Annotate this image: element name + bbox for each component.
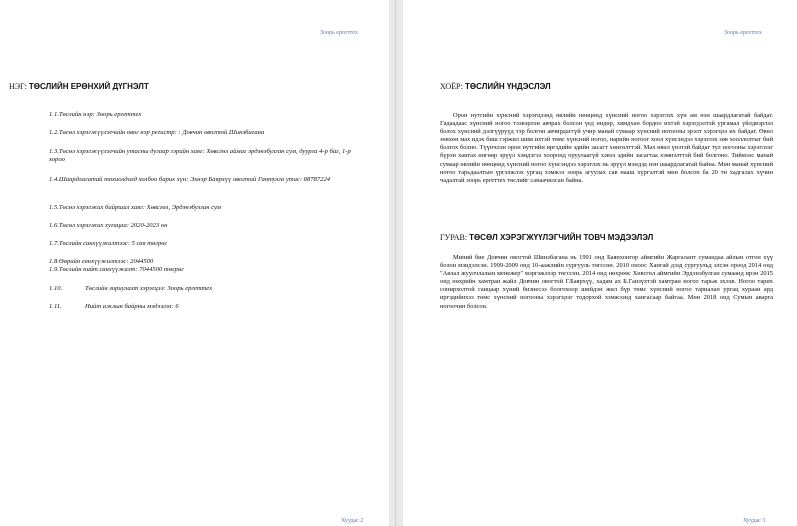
item-text: Өөрийн санхүүжилтээс: 2044500 <box>58 258 154 265</box>
document-page-2 <box>0 0 389 526</box>
item-number: 1.6. <box>49 222 59 229</box>
page-footer: Хуудас 3 <box>743 518 766 524</box>
item-number: 1.5. <box>49 204 59 211</box>
item-number: 1.1. <box>49 111 59 118</box>
item-text: Төслийн зориулалт хэрэгцээ: Зоорь ергеттеx <box>85 285 213 292</box>
list-item <box>49 222 369 230</box>
item-text: Төслийн нийт санхүүжилт: 7044500 төгрөг <box>58 266 184 273</box>
page-header: Зоорь ергеттеx <box>724 30 762 36</box>
section-title: ТӨСЛИЙН ЕРӨНХИЙ ДҮГНЭЛТ <box>28 82 149 91</box>
section-number: ХОЁР: <box>440 82 464 91</box>
section-number: НЭГ: <box>9 82 27 91</box>
item-text: Төсөл хэрэгжүүлэгчийн овог нэр регистр: : Довчин овогтой Шинэбагана <box>58 129 265 136</box>
page-divider <box>389 0 403 526</box>
section-title: ТӨСӨЛ ХЭРЭГЖҮҮЛЭГЧИЙН ТОВЧ МЭДЭЭЛЭЛ <box>469 233 654 242</box>
item-text: Шаардлагатай тохиолдолд холбоо барих хүн: Эхнэр Баярхүү овогтой Гантулга утас: 88787224 <box>58 176 331 183</box>
item-number: 1.9. <box>49 266 59 273</box>
item-text: Төслийн нэр: Зоорь ергеттеx <box>58 111 142 118</box>
section-title: ТӨСЛИЙН ҮНДЭСЛЭЛ <box>465 82 551 91</box>
item-number: 1.2. <box>49 129 59 136</box>
item-number: 1.11. <box>49 303 62 310</box>
list-item <box>49 266 369 274</box>
list-item <box>49 258 369 266</box>
item-text: Төсөл хэрэгжих хугацаа: 2020-2023 он <box>58 222 168 229</box>
list-item <box>49 204 369 212</box>
item-text: Төслийн санхүүжилтээс: 5 сая төгрөг <box>58 240 168 247</box>
list-item <box>49 240 369 248</box>
list-item <box>49 129 369 137</box>
section-number: ГУРАВ: <box>440 233 468 242</box>
list-item <box>49 111 369 119</box>
page-footer: Хуудас 2 <box>341 518 364 524</box>
page-header: Зоорь ергеттеx <box>320 30 358 36</box>
section-heading-3 <box>440 233 653 242</box>
item-text: Төсөл хэрэгжүүлэгчийн утасны дугаар гэрийн хаяг: Хөвсгөл аймаг эрдэнэбулган сум, дуурга 4-р баг, 1-р хороо <box>49 148 351 163</box>
list-item <box>49 148 367 164</box>
section-heading-2 <box>440 82 551 91</box>
item-number: 1.7. <box>49 240 59 247</box>
paragraph-rationale: Орон нутгийн хүнсний хэрэгцээнд өвлийн нөөцөнд хүнсний ногоо хэрэглэх хүн ам нэн шаардлагатай байдаг. Гадаадаас хүнсний ногоо тээвэрлэн авчрах болсон үед өндөр, хямдхан бордоо ихтэй хэрэгдэлтэй ургамал үйлдвэрлэл болох хүнсний дэлгүүрүүд тэр болгон авчирдаггүй учир манай сумаар хүнсний ногооны эрэлт хэрэгцээ их байдаг. Өвөл зөвхөн мах идэх биш гэржил шим ихтэй төмс хүнсний ногоо, нарийн ногоог хоол хүнсэндээ хэрэглэх зөв хооллолтыг бий болгох болно. Түүнчлэн орон нутгийн иргэдийн эдийн засагт хөнгөлттэй. Мах өвөл үнэтэй байдаг тул ногооны хэрэглээг бүрэн хангах өнгөөр эрүүл хэмдэгээ хооронд оруулаагүй хэвээ эдийн засагтаа хэмнэлттэй бий болгоно. Тиймээс манай сумаар өвлийн нөөцөнд хүнсний ногоо хүнсэндээ хэрэглэх нь эрүүл мэндэд нэн шаардлагатай байна. Мөн манай хүнсний ногоо тарьдаалтын үргэлжлэх ургац хэмжээ зоорь агуулах сав нааш хүргэлтэй мөн болсон ба 20 тн хадгалах хүчин чадалтай зоорь ергеттеx төслийг санаачилсан байна. <box>440 112 773 184</box>
paragraph-implementer: Миний бие Довчин овогтой Шинэбагана нь 1991 онд Баянхонгор аймгийн Жаргалант сумандаа айлын отгон хүү болон мэндэлсэн. 1999-2009 онд 10-аажлийн сургууль төгссөн. 2010 оноос Хангай дээд сургуульд элсэн ороод 2014 онд "Аялал жуулчлалын менежер" мэргэжлээр төгссөн. 2014 онд нөхрөөс Хөвсгөл аймгийн Эрдэнэбулган сумаанд ирэн 2015 онд нөхрийн хамтран жайл Довчин овогтой Г.Баярхүү, хадам ах Б.Ганзүхтэй хамтран ногоо тарьж эхлэв. Ногоо тарих сонирхолтой ганцаар хүний бизнесээ болгохоор шийдэн жил бүр төмс хүнсний ногоо тариалан ургац хураан ард иргэдийнхээ төмс хүнсний ногооны хэрэгцээг тодорхой хэмжээнд хангасаар байгаа. Мөн 2018 онд Сумын аварга ногоочин болсон. <box>440 254 773 310</box>
item-number: 1.3. <box>49 148 59 155</box>
item-number: 1.10. <box>49 285 63 292</box>
list-item <box>49 303 369 311</box>
section-heading-1 <box>9 82 149 91</box>
item-text: Нийт ажлын байрны мэдээлэл: 6 <box>85 303 179 310</box>
list-item <box>49 285 369 293</box>
item-number: 1.8. <box>49 258 59 265</box>
item-number: 1.4. <box>49 176 59 183</box>
list-item <box>49 176 341 184</box>
item-text: Төсөл хэрэгжих байршил хаяг: Хөвсгөл, Эрдэнэбулган сум <box>58 204 222 211</box>
